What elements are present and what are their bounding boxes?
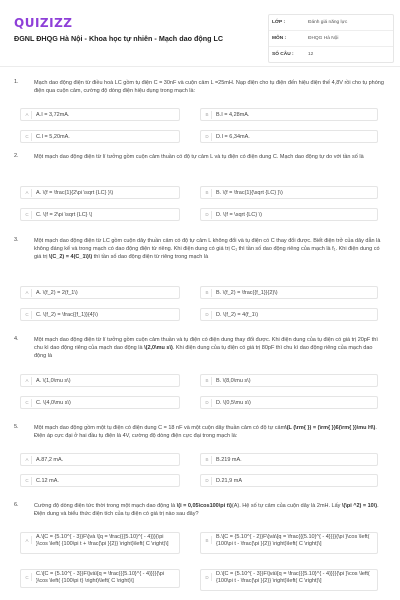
question-text: Mạch dao động điện từ điều hoà LC gồm tụ điện C = 30nF và cuộn cảm L =25mH. Nạp điện cho tụ điện đến hiệu điện thế 4,8V rồi cho tụ phóng điện qua cuộn cảm, cường độ dòng điện hiệu dụng trong mạch là: [34,80,384,94]
option-letter: D [203,399,212,407]
option-c[interactable] [20,208,180,221]
option-text: A. \(f = \frac{1}{2\pi \sqrt {LC} }\) [36,189,114,196]
option-text: A.\[C = {5.10^{ - 3}}F\]và \[q = \frac{{{5.10}^{ - 4}}}{\pi }\cos \left( {100\pi t + \frac{\pi }{2}} \right)\left( C \right)\] [36,534,169,547]
option-a[interactable] [20,108,180,121]
question-text-part: Cường độ dòng điện tức thời trong một mạch dao động là [34,503,177,509]
option-d[interactable] [200,569,378,591]
option-c[interactable] [20,396,180,409]
option-text: C.12 mA. [36,477,59,484]
option-text: D. \(f = \sqrt {LC} \) [216,211,263,218]
question-text-part: (A). Hệ số tự cảm của cuộn dây là 2mH. Lấy [231,503,342,509]
option-text: B. \(f = \frac{1}{\sqrt {LC} }\) [216,189,283,196]
question-text-part: . Khi điện dung của tụ điện có giá trị 80pF thì chu kì dao động riêng của mạch dao động là [34,345,373,359]
option-letter: C [23,311,32,319]
option-letter: D [203,211,212,219]
option-a[interactable] [20,186,180,199]
option-text: B.219 mA. [216,456,242,463]
question-formula: \(2,0\mu s\) [144,345,173,351]
option-text: C. \(f_2) = \frac{{f_1}}{4}\) [36,311,98,318]
divider [0,66,400,67]
option-letter: A [23,536,32,544]
question-text-part: thì tần số dao động điện từ riêng trong mạch là [92,254,209,260]
option-letter: B [203,111,212,119]
option-letter: B [203,456,212,464]
question-formula: \(C_2) = 4(C_1\)\) [48,254,93,260]
meta-row-class [269,15,393,31]
meta-key: SỐ CÂU : [272,52,294,57]
option-b[interactable] [200,286,378,299]
question-5 [14,424,386,440]
option-b[interactable] [200,532,378,554]
option-a[interactable] [20,453,180,466]
meta-value: Đánh giá năng lực [308,20,348,25]
option-text: A. \(1,0\mu s\) [36,377,71,384]
option-text: B. \(f_2) = \frac{{f_1}}{2}\) [216,289,278,296]
question-text [34,502,386,518]
option-text: A.87,2 mA. [36,456,64,463]
option-text: B. \(8,0\mu s\) [216,377,251,384]
option-text: C.I = 5,20mA. [36,133,70,140]
option-a[interactable] [20,286,180,299]
question-formula: \(i = 0,05\cos100\pi t\) [176,503,232,509]
option-d[interactable] [200,474,378,487]
option-letter: C [23,573,32,581]
question-number: 6. [14,502,19,508]
option-text: C. \(f = 2\pi \sqrt {LC} \) [36,211,93,218]
document-title: ĐGNL ĐHQG Hà Nội - Khoa học tự nhiên - Mạch dao động LC [14,34,224,43]
question-text-part: Một mạch dao động điện từ LC gồm cuộn dây thuần cảm có độ tự cảm L không đổi và tụ điện có C thay đổi được. Biết điện trở của dây dẫn là không đáng kể và trong mạch có dao động điện từ riêng. Khi điện dung có giá trị C₁ thì tần số dao động riêng của mạch là f₁. Khi điện dung có giá trị [34,238,381,260]
option-a[interactable] [20,532,180,554]
option-letter: B [203,289,212,297]
option-text: D. \(f_2) = 4(f_1\) [216,311,259,318]
option-c[interactable] [20,474,180,487]
option-text: B.I = 4,28mA. [216,111,250,118]
meta-table [268,14,394,63]
option-letter: C [23,211,32,219]
option-d[interactable] [200,208,378,221]
option-text: D.21,9 mA [216,477,242,484]
option-letter: D [203,477,212,485]
option-text: A.I = 3,72mA. [36,111,70,118]
option-c[interactable] [20,569,180,588]
option-d[interactable] [200,308,378,321]
option-d[interactable] [200,130,378,143]
option-letter: A [23,377,32,385]
question-number: 5. [14,424,19,430]
option-letter: D [203,133,212,141]
question-text-part: . Điện áp cực đại ở hai đầu tụ điện là 4V, cường độ dòng điện cực đại trong mạch là: [34,425,377,439]
meta-row-subject [269,31,393,47]
question-number: 4. [14,336,19,342]
option-text: A. \(f_2) = 2(f_1\) [36,289,78,296]
option-letter: B [203,536,212,544]
option-b[interactable] [200,374,378,387]
question-3 [14,237,386,261]
meta-key: LỚP : [272,20,286,25]
header [0,0,400,60]
option-c[interactable] [20,130,180,143]
option-letter: A [23,289,32,297]
option-text: C. \(4,0\mu s\) [36,399,71,406]
option-letter: C [23,133,32,141]
option-letter: A [23,189,32,197]
option-letter: D [203,311,212,319]
quizizz-logo: QUIZIZZ [14,16,73,30]
option-b[interactable] [200,186,378,199]
question-number: 3. [14,237,19,243]
option-letter: C [23,477,32,485]
question-text-part: Một mạch dao động điện từ lí tưởng gồm cuộn cảm thuần và tụ điện có điện dung thay đổi được. Khi điện dung của tụ điện có giá trị 20pF thì chu kì dao động riêng của mạch dao động là [34,337,378,351]
option-b[interactable] [200,108,378,121]
option-letter: A [23,111,32,119]
question-2 [14,153,386,161]
question-text-part: Một mạch dao động gồm một tụ điện có điện dung C = 18 nF và một cuộn dây thuần cảm có độ tự cảm [34,425,286,431]
option-a[interactable] [20,374,180,387]
question-text: Một mạch dao động điện từ lí tưởng gồm cuộn cảm thuần có độ tự cảm L và tụ điện có điện dung C. Mạch dao động tự do với tần số là [34,154,364,160]
question-formula: \(L (\rm{ }) = (\rm{ })6(\rm{ })\mu H\) [285,425,376,431]
option-letter: C [23,399,32,407]
question-formula: \(\pi ^2) = 10\) [341,503,378,509]
question-number: 1. [14,79,19,85]
option-c[interactable] [20,308,180,321]
option-letter: B [203,189,212,197]
option-b[interactable] [200,453,378,466]
option-text: B.\[C = {5.10^{ - 2}}F\]và\[q = \frac{{{5.10}^{ - 4}}}}{\pi }\cos \left( {100\pi t - \frac{\pi }{2}} \right)\left( C \right)\] [216,534,370,547]
meta-key: MÔN : [272,36,287,41]
option-d[interactable] [200,396,378,409]
question-4 [14,336,386,360]
option-text: D.I = 6,34mA. [216,133,250,140]
option-letter: A [23,456,32,464]
option-text: C.\[C = {5.10^{ - 3}}F\]và\[q = \frac{{{5.10}^{ - 4}}}}{\pi }\cos \left( {100\pi t} \right)\left( C \right)\] [36,571,165,584]
question-number: 2. [14,153,19,159]
option-text: D.\[C = {5.10^{ - 3}}F\]và\[q = \frac{{{5.10}^{ - 4}}}}{\pi }\cos \left( {100\pi t - \frac{\pi }{2}} \right)\left( C \right)\] [216,571,370,584]
option-letter: B [203,377,212,385]
meta-value: ĐHQG Hà Nội [308,36,339,41]
option-text: D. \(0,5\mu s\) [216,399,251,406]
question-1 [14,79,386,95]
question-text [34,424,386,440]
question-text [34,336,386,360]
meta-row-count [269,47,393,62]
question-text-part: . Điện dung và biểu thức điện tích của tụ điện có giá trị nào sau đây? [34,503,379,517]
question-6 [14,502,386,518]
meta-value: 12 [308,52,314,57]
option-letter: D [203,573,212,581]
question-text [34,237,386,261]
